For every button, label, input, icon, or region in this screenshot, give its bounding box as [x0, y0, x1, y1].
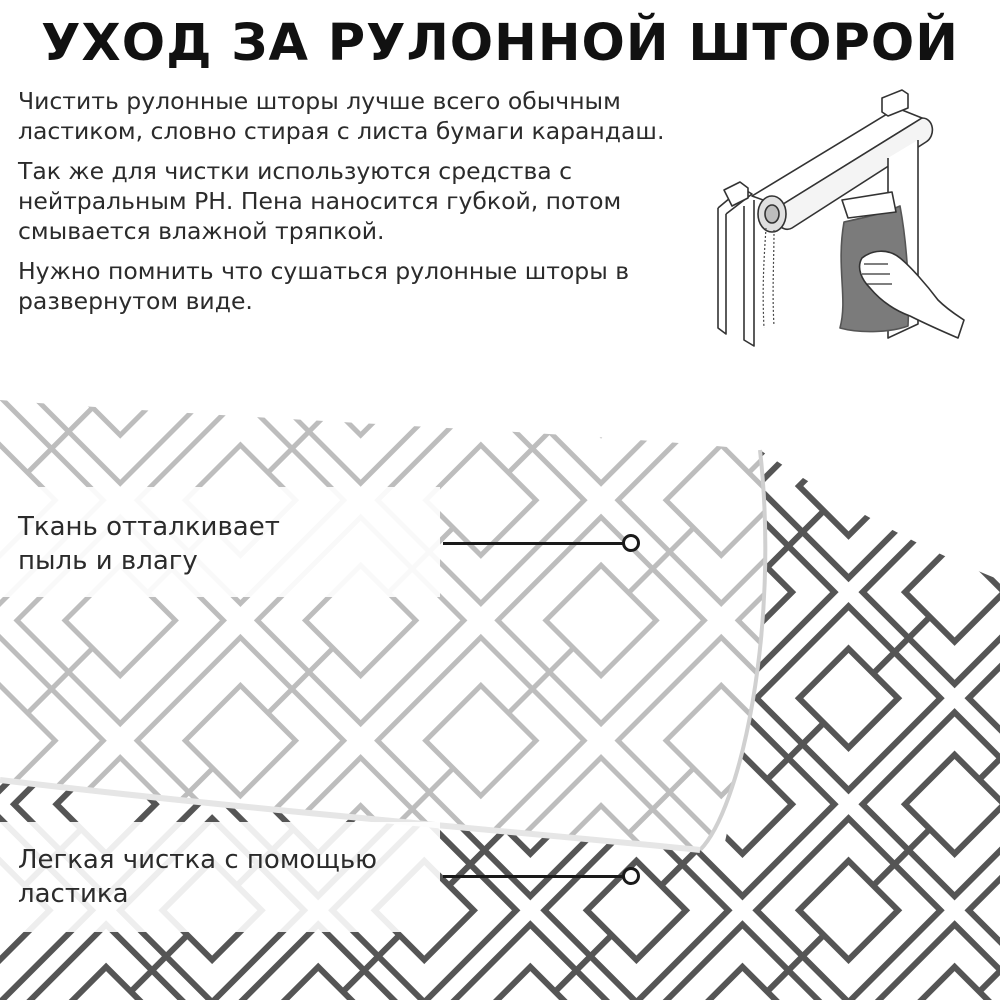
- callout-1-leader-line: [443, 542, 623, 545]
- callout-2-marker: [622, 867, 640, 885]
- description-paragraph-2: Так же для чистки используются средства с нейтральным РН. Пена наносится губкой, потом смывается влажной тряпкой.: [18, 157, 622, 245]
- description-paragraph-3: Нужно помнить что сушаться рулонные шторы в развернутом виде.: [18, 257, 630, 315]
- description-paragraph-1: Чистить рулонные шторы лучше всего обычным ластиком, словно стирая с листа бумаги карандаш.: [18, 87, 665, 145]
- callout-2-text: Легкая чистка с помощью ластика: [18, 845, 378, 909]
- page-title: УХОД ЗА РУЛОННОЙ ШТОРОЙ: [41, 14, 959, 73]
- callout-1-marker: [622, 534, 640, 552]
- callout-2-leader-line: [443, 875, 623, 878]
- callout-1-text: Ткань отталкивает пыль и влагу: [18, 512, 280, 576]
- care-description: [18, 86, 698, 326]
- roller-blind-illustration: [712, 88, 968, 348]
